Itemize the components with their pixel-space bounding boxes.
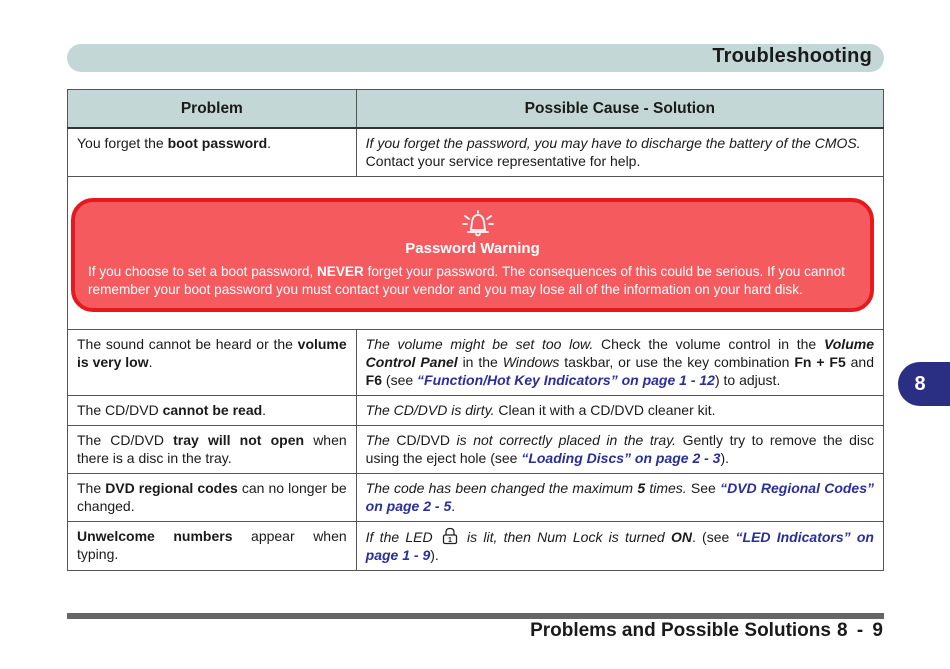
- table-row: [68, 128, 884, 177]
- problem-cell: The DVD regional codes can no longer be changed.: [68, 474, 357, 522]
- header-bar: [67, 44, 884, 72]
- table-header-row: [68, 90, 884, 129]
- link-dvd-regional-codes[interactable]: “DVD Regional Codes” on page 2 - 5: [365, 480, 874, 514]
- table-row-warning: [68, 177, 884, 330]
- solution-cell: If you forget the password, you may have to discharge the battery of the CMOS. Contact your service representative for help.: [356, 128, 883, 177]
- table-row: [68, 522, 884, 571]
- link-function-hot-key[interactable]: “Function/Hot Key Indicators” on page 1 - 12: [417, 372, 715, 388]
- page-header-title: Troubleshooting: [712, 45, 872, 67]
- solution-cell: The CD/DVD is dirty. Clean it with a CD/DVD cleaner kit.: [356, 396, 883, 426]
- problem-cell: The CD/DVD tray will not open when there is a disc in the tray.: [68, 426, 357, 474]
- table-row: [68, 474, 884, 522]
- link-loading-discs[interactable]: “Loading Discs” on page 2 - 3: [521, 450, 721, 466]
- svg-text:1: 1: [447, 537, 452, 544]
- solution-cell: The CD/DVD is not correctly placed in the tray. Gently try to remove the disc using the eject hole (see “Loading Discs” on page 2 - 3).: [356, 426, 883, 474]
- warning-text: If you choose to set a boot password, NEVER forget your password. The consequences of this could be serious. If you cannot remember your boot password you must contact your vendor and you may lose all of the information on your hard disk.: [88, 264, 845, 297]
- troubleshooting-table: [67, 89, 884, 571]
- footer-section-title: Problems and Possible Solutions: [530, 620, 831, 641]
- problem-cell: Unwelcome numbers appear when typing.: [68, 522, 357, 571]
- password-warning-box: [71, 198, 874, 312]
- problem-cell: You forget the boot password.: [68, 128, 357, 177]
- link-led-indicators[interactable]: “LED Indicators” on page 1 - 9: [365, 529, 874, 563]
- column-header-solution: Possible Cause - Solution: [356, 90, 883, 129]
- warning-bell-icon: [461, 210, 495, 238]
- warning-title: Password Warning: [405, 240, 540, 257]
- solution-cell: The code has been changed the maximum 5 times. See “DVD Regional Codes” on page 2 - 5.: [356, 474, 883, 522]
- chapter-tab: 8: [898, 362, 950, 406]
- problem-cell: The sound cannot be heard or the volume is very low.: [68, 330, 357, 396]
- num-lock-led-icon: [441, 527, 459, 545]
- solution-cell: The volume might be set too low. Check the volume control in the Volume Control Panel in the Windows taskbar, or use the key combination Fn + F5 and F6 (see “Function/Hot Key Indicators” on page 1 - 12) to adjust.: [356, 330, 883, 396]
- page-footer: [530, 620, 883, 642]
- table-row: [68, 330, 884, 396]
- problem-cell: The CD/DVD cannot be read.: [68, 396, 357, 426]
- table-row: [68, 396, 884, 426]
- footer-rule: [67, 613, 884, 619]
- page-number: 8 - 9: [836, 620, 883, 641]
- table-row: [68, 426, 884, 474]
- solution-cell: If the LED 1 is lit, then Num Lock is turned ON. (see “LED Indicators” on page 1 - 9).: [356, 522, 883, 571]
- column-header-problem: Problem: [68, 90, 357, 129]
